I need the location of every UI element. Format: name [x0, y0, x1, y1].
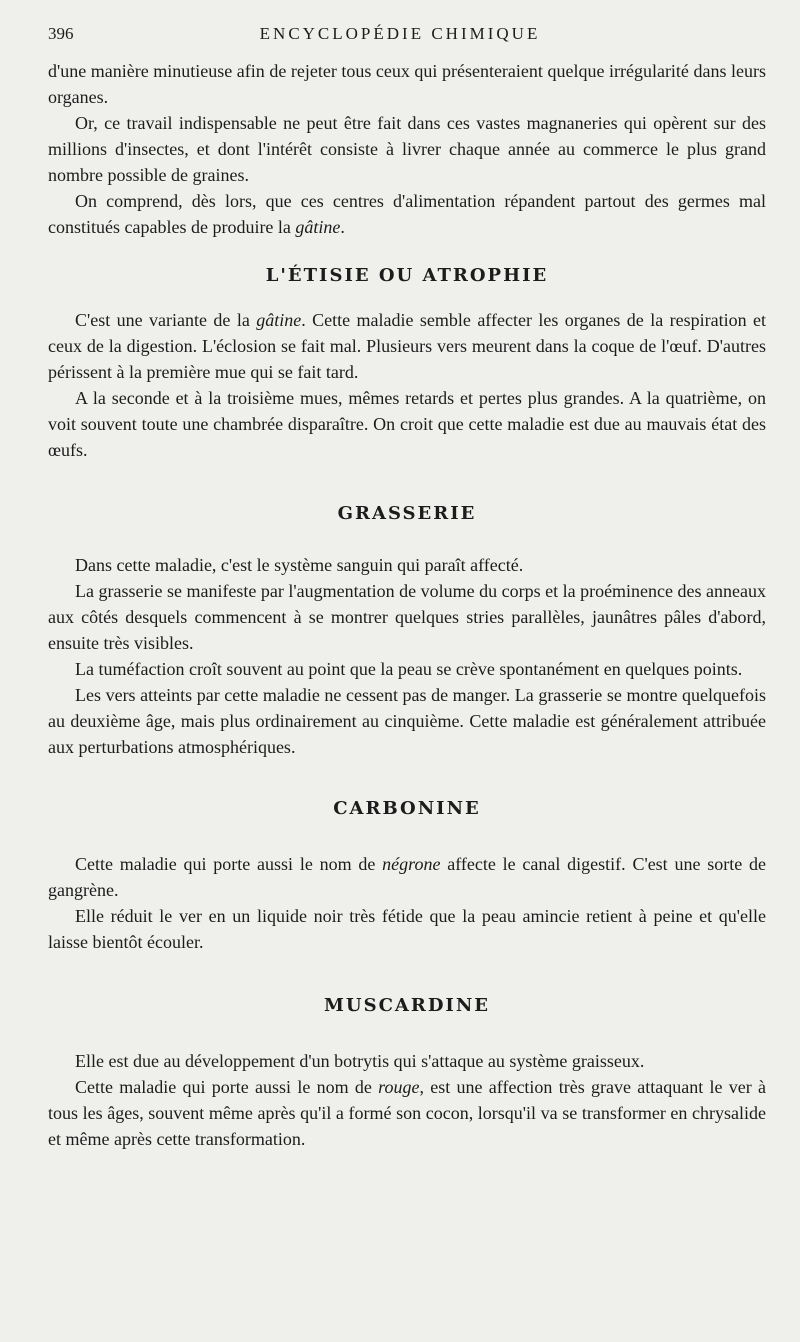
text-run: . Cette maladie semble affecter les organes de la respiration et ceux de la digestion. L'éclosion se fait mal. Plusieurs vers meurent dans la coque de l'œuf. D'autres périssent à la première mue qui se fait tard. [48, 310, 766, 382]
italic-term: gâtine [256, 310, 302, 330]
section-heading-etisie: L'ÉTISIE OU ATROPHIE [265, 265, 549, 286]
paragraph: Or, ce travail indispensable ne peut être fait dans ces vastes magnaneries qui opèrent sur des millions d'insectes, et dont l'intérêt consiste à livrer chaque année au commerce le plus grand nombre possible de graines. [48, 113, 766, 185]
text-run: . [340, 217, 345, 237]
page-body [48, 58, 766, 1152]
paragraph: Les vers atteints par cette maladie ne cessent pas de manger. La grasserie se montre quelquefois au deuxième âge, mais plus ordinairement au cinquième. Cette maladie est généralement attribuée aux perturbations atmosphériques. [48, 685, 766, 757]
text-run: C'est une variante de la [75, 310, 257, 330]
italic-term: rouge [378, 1077, 420, 1097]
text-run: , est une affection très grave attaquant le ver à tous les âges, souvent même après qu'il a formé son cocon, lorsqu'il va se transformer en chrysalide et même après cette transformation. [48, 1077, 766, 1149]
section-heading-muscardine: MUSCARDINE [323, 995, 491, 1016]
text-run: On comprend, dès lors, que ces centres d'alimentation répandent partout des germes mal constitués capables de produire la [48, 191, 766, 237]
paragraph: La grasserie se manifeste par l'augmentation de volume du corps et la proéminence des anneaux aux côtés desquels commencent à se montrer quelques stries parallèles, jaunâtres pâles d'abord, ensuite très visibles. [48, 581, 766, 653]
page-number: 396 [48, 24, 74, 43]
page-header [48, 24, 752, 48]
paragraph: A la seconde et à la troisième mues, mêmes retards et pertes plus grandes. A la quatrième, on voit souvent toute une chambrée disparaître. On croit que cette maladie est due au mauvais état des œufs. [48, 388, 766, 460]
section-heading-grasserie: GRASSERIE [337, 503, 477, 524]
paragraph: Elle réduit le ver en un liquide noir très fétide que la peau amincie retient à peine et qu'elle laisse bientôt écouler. [48, 906, 766, 952]
text-run: Cette maladie qui porte aussi le nom de [75, 1077, 379, 1097]
paragraph: Dans cette maladie, c'est le système sanguin qui paraît affecté. [75, 555, 524, 575]
paragraph [48, 188, 766, 240]
paragraph: Elle est due au développement d'un botrytis qui s'attaque au système graisseux. [75, 1051, 645, 1071]
italic-term: négrone [382, 854, 441, 874]
running-title: ENCYCLOPÉDIE CHIMIQUE [259, 24, 541, 43]
italic-term: gâtine [295, 217, 341, 237]
paragraph: d'une manière minutieuse afin de rejeter tous ceux qui présenteraient quelque irrégularité dans leurs organes. [48, 61, 766, 107]
text-run: Cette maladie qui porte aussi le nom de [75, 854, 383, 874]
paragraph [48, 307, 766, 385]
paragraph [48, 1074, 766, 1152]
text-run: affecte le canal digestif. C'est une sorte de gangrène. [48, 854, 766, 900]
paragraph [48, 851, 766, 903]
section-heading-carbonine: CARBONINE [333, 798, 481, 819]
paragraph: La tuméfaction croît souvent au point que la peau se crève spontanément en quelques points. [75, 659, 743, 679]
